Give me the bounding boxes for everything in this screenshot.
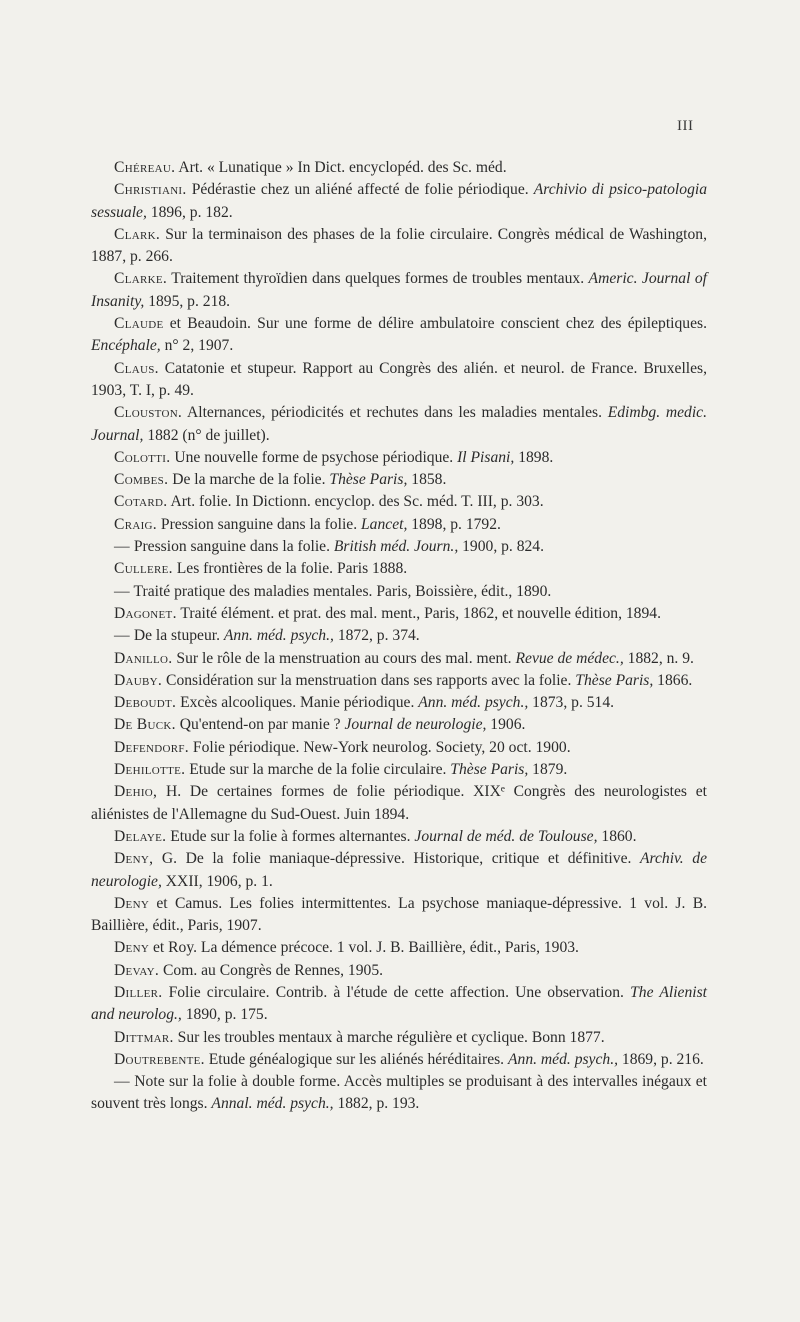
entry-author: —	[114, 582, 130, 600]
entry-author: Clark.	[114, 225, 161, 243]
entry-author: Devay.	[114, 961, 160, 979]
bibliography-entry	[91, 982, 707, 1027]
entry-text: Excès alcooliques. Manie périodique.	[180, 694, 415, 712]
entry-author: De Buck.	[114, 716, 176, 734]
entry-author: Deny,	[114, 850, 154, 868]
bibliography-entry	[91, 960, 707, 982]
entry-journal: Revue de médec.,	[515, 649, 624, 667]
entry-journal: Edimbg. medic. Journal,	[91, 404, 707, 444]
entry-details: n° 2, 1907.	[164, 337, 234, 355]
entry-journal: Lancet,	[361, 515, 408, 533]
bibliography-entry	[91, 224, 707, 269]
entry-author: Craig.	[114, 515, 157, 533]
bibliography-entry	[91, 1049, 707, 1071]
entry-journal: Journal de neurologie,	[344, 716, 487, 734]
entry-text: et Roy. La démence précoce. 1 vol. J. B. Baillière, édit., Paris, 1903.	[152, 939, 579, 957]
entry-details: 1860.	[601, 827, 637, 845]
entry-author: Claude	[114, 315, 164, 333]
bibliography-entry	[91, 157, 707, 179]
entry-details: 1882 (n° de juillet).	[147, 426, 270, 444]
entry-journal: The Alienist and neurolog.,	[91, 983, 707, 1024]
entry-text: Pédérastie chez un aliéné affecté de folie périodique.	[191, 181, 529, 199]
entry-details: 1896, p. 182.	[150, 203, 233, 221]
bibliography-entry	[91, 670, 707, 692]
entry-author: Dehilotte.	[114, 761, 186, 779]
entry-text: Sur le rôle de la menstruation au cours des mal. ment.	[176, 649, 512, 667]
entry-author: Deny	[114, 894, 150, 912]
entry-author: Danillo.	[114, 649, 173, 667]
entry-author: Dehio,	[114, 783, 158, 801]
entry-author: Doutrebente.	[114, 1050, 205, 1068]
entry-text: Etude généalogique sur les aliénés héréditaires.	[208, 1050, 505, 1068]
entry-journal: Thèse Paris,	[575, 671, 654, 689]
entry-details: 1872, p. 374.	[337, 627, 420, 645]
entry-details: 1879.	[532, 761, 568, 779]
bibliography-entry	[91, 268, 707, 313]
entry-journal: Thèse Paris,	[450, 761, 529, 779]
entry-author: Dauby.	[114, 671, 163, 689]
bibliography-entry	[91, 1071, 707, 1116]
bibliography-entry	[91, 937, 707, 959]
bibliography-entry	[91, 714, 707, 736]
entry-text: Pression sanguine dans la folie.	[133, 538, 330, 556]
entry-journal: Encéphale,	[91, 337, 161, 355]
bibliography-entry	[91, 581, 707, 603]
entry-details: 1882, p. 193.	[337, 1095, 420, 1113]
entry-author: Clarke.	[114, 270, 168, 288]
entry-text: Sur les troubles mentaux à marche régulière et cyclique. Bonn 1877.	[177, 1028, 605, 1046]
entry-text: De la marche de la folie.	[172, 471, 326, 489]
entry-author: Defendorf.	[114, 738, 190, 756]
entry-text: Note sur la folie à double forme. Accès multiples se produisant à des intervalles inégaux et souvent très longs.	[91, 1073, 707, 1113]
bibliography-entry	[91, 759, 707, 781]
bibliography-entry	[91, 648, 707, 670]
entry-journal: Americ. Journal of Insanity,	[91, 270, 707, 310]
entry-details: 1882, n. 9.	[627, 649, 694, 667]
entry-author: Cullere.	[114, 560, 173, 578]
entry-journal: Annal. méd. psych.,	[211, 1095, 334, 1113]
entry-journal: Il Pisani,	[457, 448, 515, 466]
entry-text: Qu'entend-on par manie ?	[179, 716, 341, 734]
entry-details: 1858.	[411, 471, 447, 489]
bibliography-entry	[91, 781, 707, 826]
entry-author: Cotard.	[114, 493, 168, 511]
entry-author: —	[114, 1073, 130, 1091]
bibliography-entry	[91, 625, 707, 647]
entry-author: —	[114, 627, 130, 645]
entry-author: —	[114, 538, 130, 556]
entry-details: XXII, 1906, p. 1.	[165, 872, 273, 890]
entry-text: Catatonie et stupeur. Rapport au Congrès des alién. et neurol. de France. Bruxelles, 1903, T. I, p. 49.	[91, 359, 707, 399]
bibliography-entry	[91, 469, 707, 491]
bibliography-entry	[91, 313, 707, 358]
bibliography-entry	[91, 491, 707, 513]
entry-text: Etude sur la folie à formes alternantes.	[170, 827, 411, 845]
entry-author: Colotti.	[114, 448, 171, 466]
entry-journal: Archivio di psico-patologia sessuale,	[91, 181, 707, 221]
entry-text: H. De certaines formes de folie périodique. XIXᵉ Congrès des neurologistes et aliénistes de l'Allemagne du Sud-Ouest. Juin 1894.	[91, 783, 707, 823]
entry-details: 1900, p. 824.	[462, 538, 544, 556]
entry-text: Pression sanguine dans la folie.	[160, 515, 358, 533]
bibliography-entry	[91, 558, 707, 580]
entry-details: 1890, p. 175.	[185, 1006, 268, 1024]
bibliography-entry	[91, 893, 707, 938]
entry-details: 1895, p. 218.	[148, 292, 231, 310]
entry-author: Christiani.	[114, 181, 187, 199]
entry-text: Les frontières de la folie. Paris 1888.	[176, 560, 408, 578]
page-number: III	[677, 118, 694, 134]
entry-text: G. De la folie maniaque-dépressive. Historique, critique et définitive.	[161, 850, 632, 868]
entry-details: 1873, p. 514.	[532, 694, 615, 712]
entry-journal: Ann. méd. psych.,	[418, 694, 529, 712]
entry-journal: Ann. méd. psych.,	[508, 1050, 618, 1068]
entry-journal: Thèse Paris,	[329, 471, 408, 489]
entry-text: Sur la terminaison des phases de la folie circulaire. Congrès médical de Washington, 1887, p. 266.	[91, 225, 707, 266]
entry-journal: Ann. méd. psych.,	[223, 627, 334, 645]
entry-author: Dagonet.	[114, 604, 177, 622]
bibliography-entry	[91, 514, 707, 536]
entry-details: 1869, p. 216.	[621, 1050, 704, 1068]
entry-text: Alternances, périodicités et rechutes dans les maladies mentales.	[187, 404, 602, 422]
entry-text: et Camus. Les folies intermittentes. La psychose maniaque-dépressive. 1 vol. J. B. Baillière, édit., Paris, 1907.	[91, 894, 707, 935]
entry-text: Com. au Congrès de Rennes, 1905.	[163, 961, 384, 979]
bibliography-entry	[91, 692, 707, 714]
entry-details: 1906.	[490, 716, 526, 734]
entry-details: 1866.	[657, 671, 693, 689]
entry-details: 1898.	[518, 448, 554, 466]
bibliography-entry	[91, 826, 707, 848]
bibliography-entry	[91, 1027, 707, 1049]
bibliography-entry	[91, 358, 707, 403]
entry-journal: Journal de méd. de Toulouse,	[414, 827, 598, 845]
entry-text: Traitement thyroïdien dans quelques formes de troubles mentaux.	[171, 270, 585, 288]
bibliography-entry	[91, 536, 707, 558]
entry-text: Traité élément. et prat. des mal. ment., Paris, 1862, et nouvelle édition, 1894.	[180, 604, 661, 622]
entry-author: Dittmar.	[114, 1028, 174, 1046]
entry-text: et Beaudoin. Sur une forme de délire ambulatoire conscient chez des épileptiques.	[169, 315, 707, 333]
entry-author: Clouston.	[114, 404, 183, 422]
entry-journal: British méd. Journ.,	[333, 538, 459, 556]
bibliography-entry	[91, 402, 707, 447]
bibliography-entry	[91, 737, 707, 759]
entry-text: Une nouvelle forme de psychose périodique.	[174, 448, 454, 466]
entry-text: Considération sur la menstruation dans ses rapports avec la folie.	[166, 671, 572, 689]
entry-author: Diller.	[114, 983, 163, 1001]
entry-text: Art. « Lunatique » In Dict. encyclopéd. des Sc. méd.	[178, 159, 507, 176]
bibliography-list	[91, 157, 707, 1116]
entry-author: Delaye.	[114, 827, 167, 845]
bibliography-entry	[91, 179, 707, 224]
entry-author: Deboudt.	[114, 694, 177, 712]
entry-text: Folie circulaire. Contrib. à l'étude de cette affection. Une observation.	[168, 983, 624, 1001]
bibliography-entry	[91, 603, 707, 625]
entry-text: De la stupeur.	[133, 627, 220, 645]
entry-text: Art. folie. In Dictionn. encyclop. des Sc. méd. T. III, p. 303.	[170, 493, 544, 511]
entry-text: Folie périodique. New-York neurolog. Society, 20 oct. 1900.	[192, 738, 571, 756]
entry-author: Combes.	[114, 471, 169, 489]
bibliography-entry	[91, 447, 707, 469]
entry-author: Claus.	[114, 359, 159, 377]
entry-text: Traité pratique des maladies mentales. Paris, Boissière, édit., 1890.	[133, 582, 552, 600]
entry-author: Chéreau.	[114, 159, 176, 176]
entry-author: Deny	[114, 939, 150, 957]
entry-journal: Archiv. de neurologie,	[91, 850, 707, 890]
entry-details: 1898, p. 1792.	[411, 515, 501, 533]
entry-text: Etude sur la marche de la folie circulaire.	[189, 761, 447, 779]
bibliography-entry	[91, 848, 707, 893]
